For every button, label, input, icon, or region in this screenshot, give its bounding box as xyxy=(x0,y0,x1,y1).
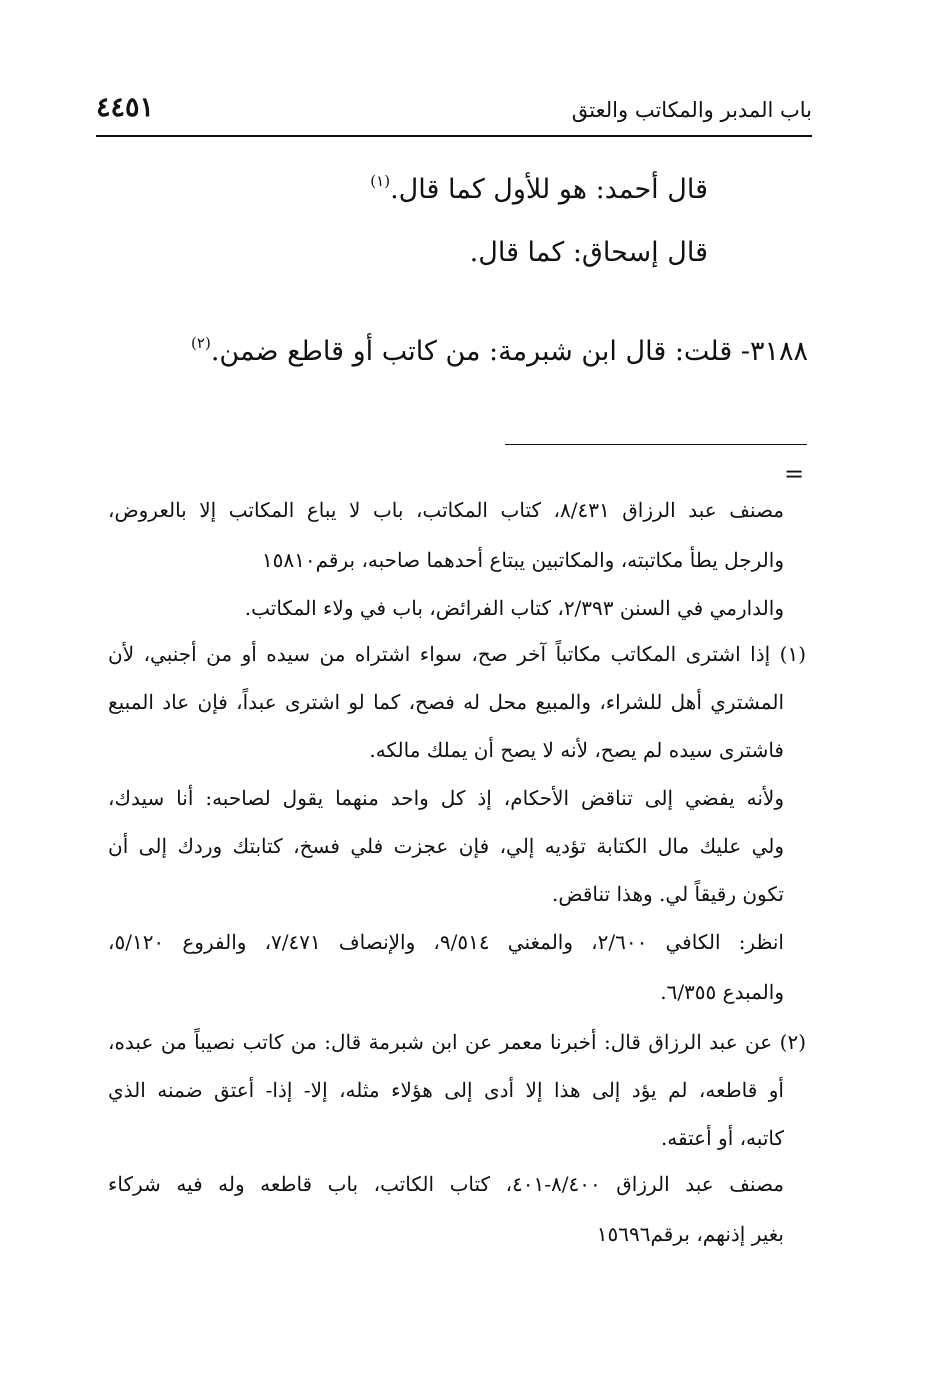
footnote-line: فاشترى سيده لم يصح، لأنه لا يصح أن يملك مالكه. xyxy=(369,738,784,762)
footnote-2-start: (٢) عن عبد الرزاق قال: أخبرنا معمر عن ابن شبرمة قال: من كاتب نصيباً من عبده، xyxy=(108,1030,806,1054)
footnote-line: مصنف عبد الرزاق ٨/٤٠٠-٤٠١، كتاب الكاتب، باب قاطعه وله فيه شركاء xyxy=(108,1172,784,1196)
chapter-title: باب المدبر والمكاتب والعتق xyxy=(571,98,812,122)
footnote-1-start: (١) إذا اشترى المكاتب مكاتباً آخر صح، سواء اشتراه من سيده أو من أجنبي، لأن xyxy=(108,642,806,666)
footnote-line: والمبدع ٦/٣٥٥. xyxy=(660,980,784,1004)
footnote-ref-2[interactable]: (٢) xyxy=(191,334,211,352)
main-text-line-1 xyxy=(370,172,708,205)
header-divider xyxy=(96,135,812,137)
page-number: ٤٤٥١ xyxy=(96,92,155,123)
main-text-ishaq: قال إسحاق: كما قال. xyxy=(469,237,708,268)
footnote-line: والرجل يطأ مكاتبته، والمكاتبين يبتاع أحدهما صاحبه، برقم١٥٨١٠ xyxy=(261,548,784,572)
footnote-line: المشتري أهل للشراء، والمبيع محل له فصح، كما لو اشترى عبداً، فإن عاد المبيع xyxy=(108,690,784,714)
main-text-line-2 xyxy=(470,237,708,268)
footnote-line: بغير إذنهم، برقم١٥٦٩٦ xyxy=(596,1222,784,1246)
main-text-ahmad: قال أحمد: هو للأول كما قال. xyxy=(390,174,708,205)
footnote-line: ولأنه يفضي إلى تناقض الأحكام، إذ كل واحد منهما يقول لصاحبه: أنا سيدك، xyxy=(108,786,784,810)
running-header xyxy=(96,92,812,132)
continuation-mark: = xyxy=(784,460,805,488)
footnote-line: مصنف عبد الرزاق ٨/٤٣١، كتاب المكاتب، باب لا يباع المكاتب إلا بالعروض، xyxy=(108,498,784,522)
footnote-line: كاتبه، أو أعتقه. xyxy=(660,1126,784,1150)
footnote-line: تكون رقيقاً لي. وهذا تناقض. xyxy=(551,882,784,906)
footnote-line: أو قاطعه، لم يؤد إلى هذا إلا أدى إلى هؤلاء مثله، إلا- إذا- أعتق ضمنه الذي xyxy=(108,1078,784,1102)
main-text-line-3 xyxy=(191,334,808,367)
footnote-line: ولي عليك مال الكتابة تؤديه إلي، فإن عجزت فلي فسخ، كتابتك وردك إلى أن xyxy=(108,834,784,858)
footnote-separator xyxy=(505,444,807,445)
footnote-line: انظر: الكافي ٢/٦٠٠، والمغني ٩/٥١٤، والإنصاف ٧/٤٧١، والفروع ٥/١٢٠، xyxy=(108,930,784,954)
footnote-line: والدارمي في السنن ٢/٣٩٣، كتاب الفرائض، باب في ولاء المكاتب. xyxy=(244,596,784,620)
footnote-ref-1[interactable]: (١) xyxy=(370,172,391,190)
main-text-question-3188: ٣١٨٨- قلت: قال ابن شبرمة: من كاتب أو قاطع ضمن. xyxy=(210,336,808,367)
